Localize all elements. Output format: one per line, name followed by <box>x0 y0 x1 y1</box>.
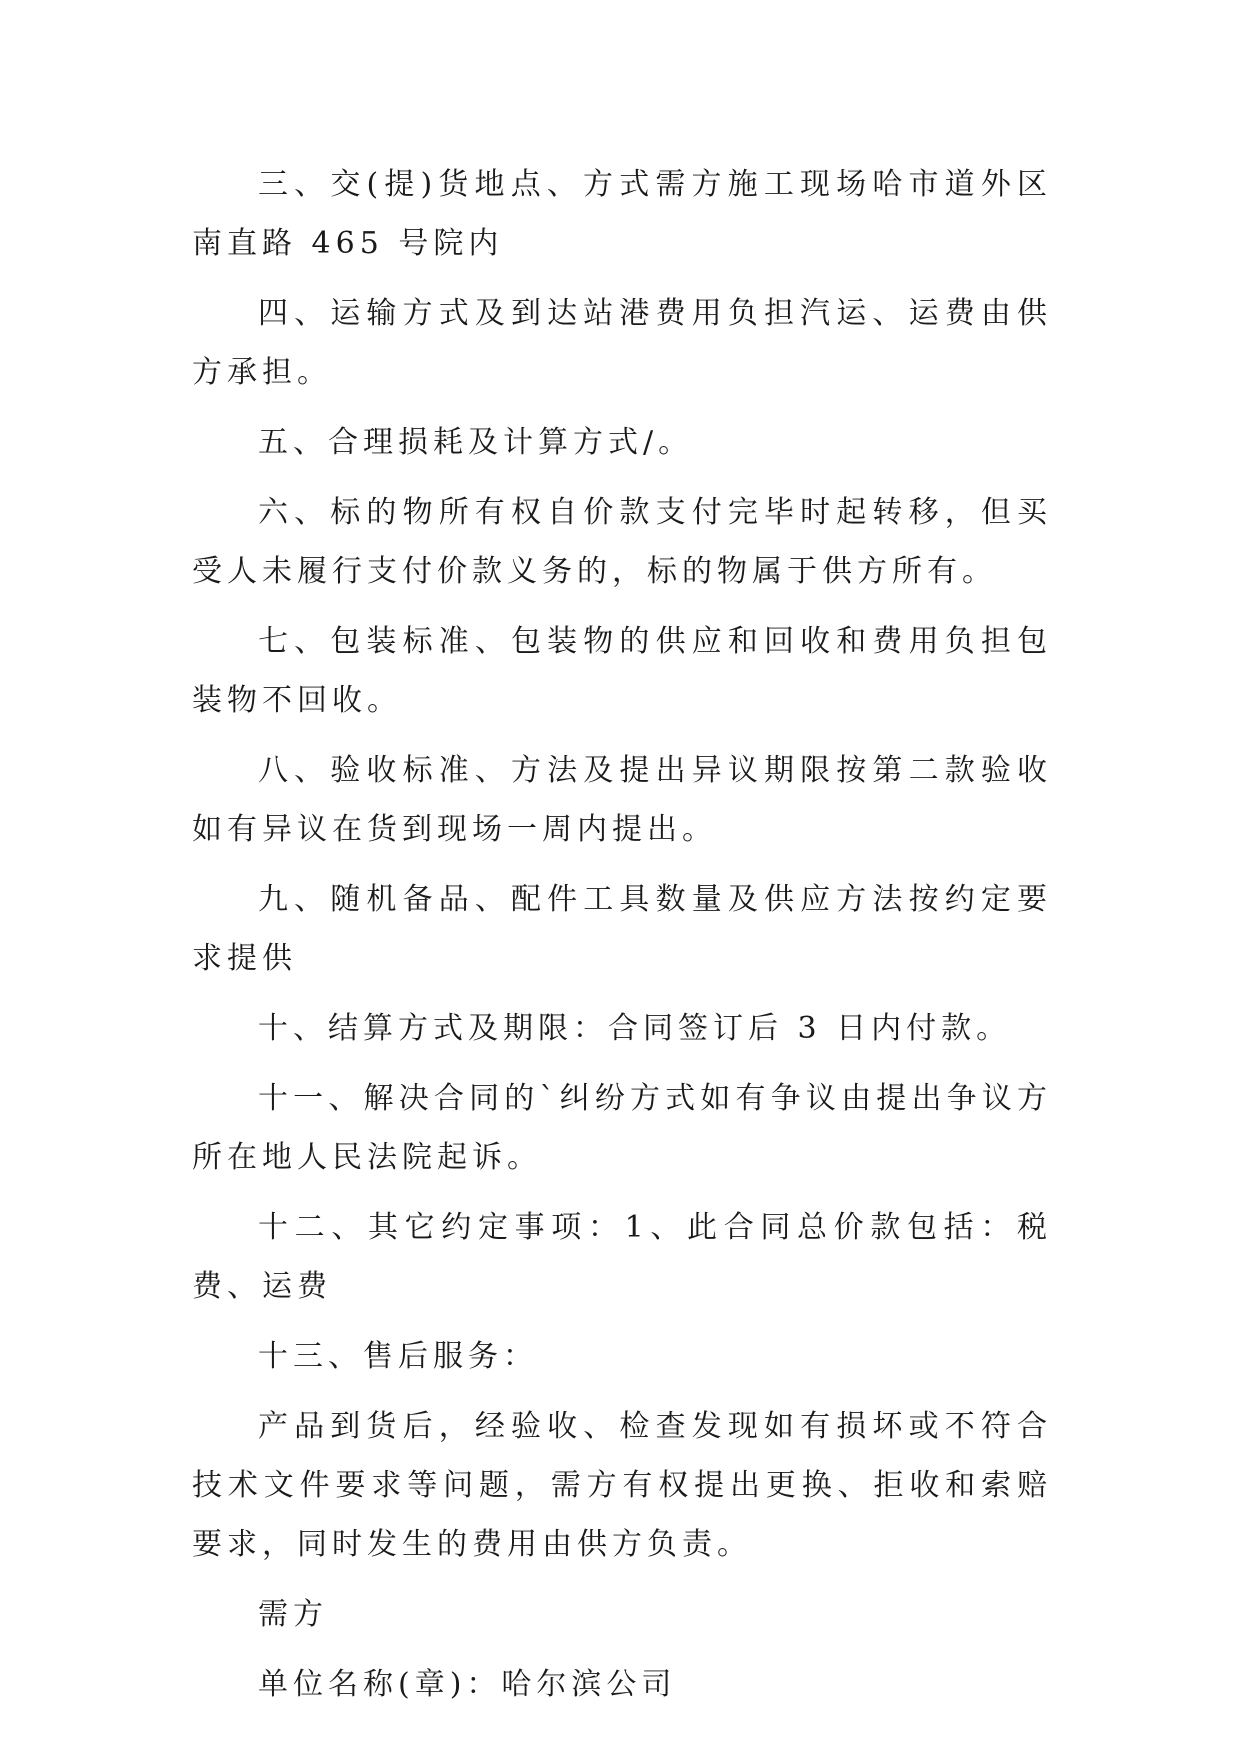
clause-loss: 五、合理损耗及计算方式/。 <box>258 425 694 460</box>
clause-other: 十二、其它约定事项：1、此合同总价款包括：税费、运费 <box>192 1210 1052 1304</box>
signature-party: 需方 <box>258 1597 328 1632</box>
clause-acceptance: 八、验收标准、方法及提出异议期限按第二款验收如有异议在货到现场一周内提出。 <box>192 753 1052 847</box>
clause-delivery-location: 三、交(提)货地点、方式需方施工现场哈市道外区南直路 465 号院内 <box>192 167 1052 261</box>
clause-after-sales-heading: 十三、售后服务： <box>258 1339 538 1374</box>
signature-company: 单位名称(章)：哈尔滨公司 <box>258 1667 677 1702</box>
contract-page <box>192 155 1052 1714</box>
clause-spare-parts: 九、随机备品、配件工具数量及供应方法按约定要求提供 <box>192 882 1052 976</box>
clause-packaging: 七、包装标准、包装物的供应和回收和费用负担包装物不回收。 <box>192 624 1052 718</box>
clause-ownership: 六、标的物所有权自价款支付完毕时起转移，但买受人未履行支付价款义务的，标的物属于供方所有。 <box>192 495 1052 589</box>
clause-settlement: 十、结算方式及期限：合同签订后 3 日内付款。 <box>258 1011 1012 1046</box>
clause-transport: 四、运输方式及到达站港费用负担汽运、运费由供方承担。 <box>192 296 1052 390</box>
clause-dispute: 十一、解决合同的`纠纷方式如有争议由提出争议方所在地人民法院起诉。 <box>192 1081 1052 1175</box>
clause-after-sales-body: 产品到货后，经验收、检查发现如有损坏或不符合技术文件要求等问题，需方有权提出更换、拒收和索赔要求，同时发生的费用由供方负责。 <box>192 1409 1052 1562</box>
